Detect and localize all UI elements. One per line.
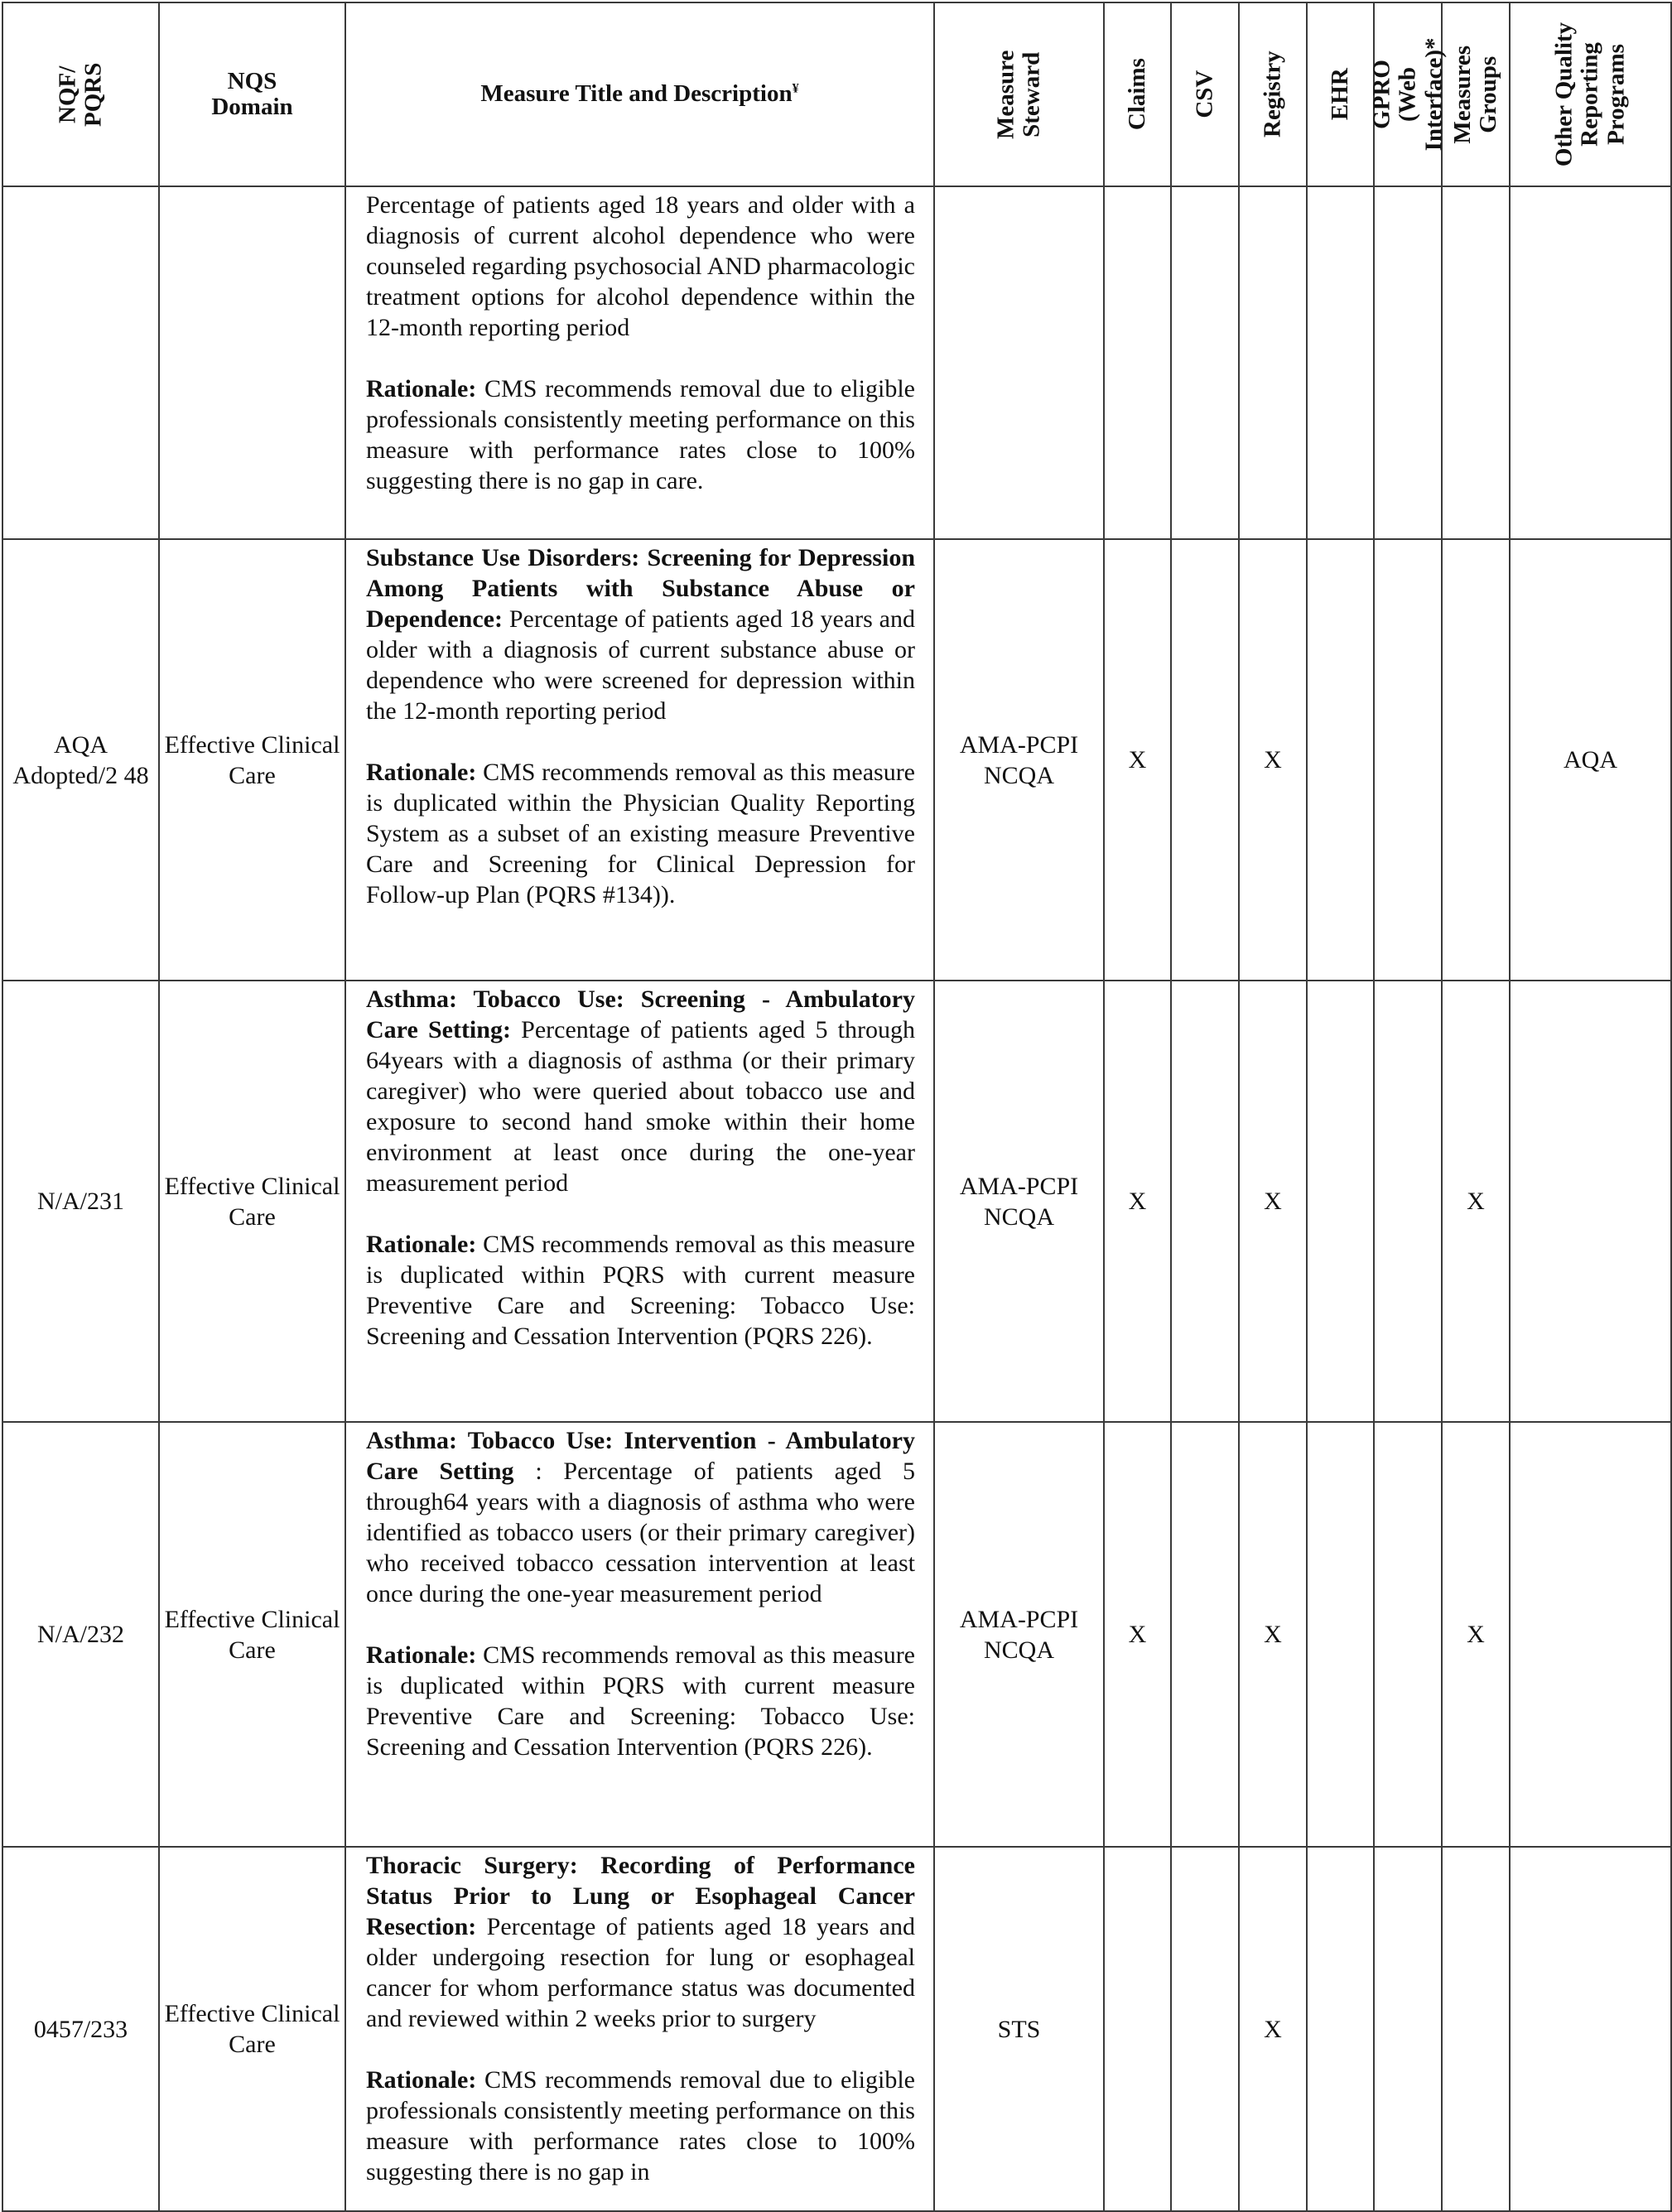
nqs-domain-cell: Effective Clinical Care: [159, 981, 345, 1422]
measure-text: Percentage of patients aged 5 through 64years with a diagnosis of asthma (or their primary caregiver) who were queried about tobacco use and exposure to second hand smoke within their home environment at least once during the one-year measurement period: [366, 1016, 916, 1197]
csv-cell: [1171, 539, 1239, 981]
measure-text: : Percentage of patients aged 5 through64 years with a diagnosis of asthma who were identified as tobacco users (or their primary caregiver) who received tobacco cessation intervention at least once during the one-year measurement period: [366, 1458, 916, 1607]
header-csv: CSV: [1171, 2, 1239, 186]
nqs-domain-cell: Effective Clinical Care: [159, 1422, 345, 1847]
nqs-domain-cell: [159, 186, 345, 539]
header-registry: Registry: [1239, 2, 1307, 186]
header-claims: Claims: [1104, 2, 1171, 186]
rationale-text: CMS recommends removal due to eligible professionals consistently meeting performance on this measure with performance rates close to 100% suggesting there is no gap in: [366, 2066, 916, 2185]
nqs-domain-cell: Effective Clinical Care: [159, 1847, 345, 2211]
ehr-cell: [1307, 1422, 1374, 1847]
csv-cell: [1171, 1847, 1239, 2211]
measure-rationale: [366, 1229, 915, 1352]
measure-title: Thoracic Surgery: Recording of Performance Status Prior to Lung or Esophageal Cancer Resection:: [366, 1852, 915, 1940]
measure-steward-cell: AMA-PCPI NCQA: [934, 539, 1104, 981]
measure-description: [366, 542, 915, 726]
measures-groups-cell: [1442, 1847, 1510, 2211]
measures-table: [2, 2, 1672, 2212]
measure-description-cell: [345, 539, 934, 981]
other-programs-cell: AQA: [1510, 539, 1671, 981]
header-gpro: GPRO (Web Interface)*: [1374, 2, 1442, 186]
claims-cell: X: [1104, 1422, 1171, 1847]
gpro-cell: [1374, 186, 1442, 539]
header-measure-title: Measure Title and Description¥: [345, 2, 934, 186]
nqf-pqrs-cell: N/A/232: [2, 1422, 159, 1847]
measures-groups-cell: X: [1442, 1422, 1510, 1847]
nqf-pqrs-cell: AQA Adopted/2 48: [2, 539, 159, 981]
rationale-label: Rationale:: [366, 1641, 477, 1669]
header-nqs-domain: NQS Domain: [159, 2, 345, 186]
ehr-cell: [1307, 1847, 1374, 2211]
table-row: [2, 1422, 1671, 1847]
measure-description: [366, 984, 915, 1198]
claims-cell: [1104, 1847, 1171, 2211]
measure-title: Asthma: Tobacco Use: Screening - Ambulatory Care Setting:: [366, 986, 915, 1043]
rationale-text: CMS recommends removal due to eligible professionals consistently meeting performance on this measure with performance rates close to 100% suggesting there is no gap in care.: [366, 375, 916, 494]
table-row: [2, 981, 1671, 1422]
claims-cell: X: [1104, 539, 1171, 981]
header-row: [2, 2, 1671, 186]
other-programs-cell: [1510, 1422, 1671, 1847]
measures-groups-cell: [1442, 539, 1510, 981]
registry-cell: X: [1239, 1422, 1307, 1847]
measure-rationale: [366, 1640, 915, 1762]
rationale-label: Rationale:: [366, 759, 477, 786]
claims-cell: [1104, 186, 1171, 539]
other-programs-cell: [1510, 981, 1671, 1422]
measures-groups-cell: X: [1442, 981, 1510, 1422]
rationale-label: Rationale:: [366, 2066, 477, 2094]
registry-cell: X: [1239, 539, 1307, 981]
measure-steward-cell: STS: [934, 1847, 1104, 2211]
measure-description: [366, 1425, 915, 1609]
measure-rationale: [366, 2065, 915, 2187]
nqs-domain-cell: Effective Clinical Care: [159, 539, 345, 981]
other-programs-cell: [1510, 186, 1671, 539]
gpro-cell: [1374, 1422, 1442, 1847]
csv-cell: [1171, 186, 1239, 539]
measure-text: Percentage of patients aged 18 years and older undergoing resection for lung or esophageal cancer for whom performance status was documented and reviewed within 2 weeks prior to surgery: [366, 1913, 915, 2032]
measure-description-cell: [345, 1422, 934, 1847]
registry-cell: [1239, 186, 1307, 539]
measure-title: Substance Use Disorders: Screening for Depression Among Patients with Substance Abuse or Dependence:: [366, 544, 915, 633]
header-other-programs: Other Quality Reporting Programs: [1510, 2, 1671, 186]
header-measure-steward: Measure Steward: [934, 2, 1104, 186]
yen-footnote-mark: ¥: [792, 81, 799, 96]
ehr-cell: [1307, 186, 1374, 539]
ehr-cell: [1307, 981, 1374, 1422]
measure-description-cell: [345, 981, 934, 1422]
table-row: [2, 539, 1671, 981]
registry-cell: X: [1239, 981, 1307, 1422]
rationale-text: CMS recommends removal as this measure is duplicated within the Physician Quality Reporting System as a subset of an existing measure Preventive Care and Screening for Clinical Depression for Follow-up Plan (PQRS #134)).: [366, 759, 915, 908]
csv-cell: [1171, 1422, 1239, 1847]
measure-description-cell: [345, 186, 934, 539]
measure-text: Percentage of patients aged 18 years and older with a diagnosis of current alcohol dependence who were counseled regarding psychosocial AND pharmacologic treatment options for alcohol dependence within the 12-month reporting period: [366, 191, 915, 341]
nqf-pqrs-cell: 0457/233: [2, 1847, 159, 2211]
claims-cell: X: [1104, 981, 1171, 1422]
header-ehr: EHR: [1307, 2, 1374, 186]
other-programs-cell: [1510, 1847, 1671, 2211]
csv-cell: [1171, 981, 1239, 1422]
rationale-label: Rationale:: [366, 375, 477, 402]
gpro-cell: [1374, 1847, 1442, 2211]
measure-rationale: [366, 757, 915, 910]
table-row: [2, 186, 1671, 539]
measure-rationale: [366, 373, 915, 496]
ehr-cell: [1307, 539, 1374, 981]
measure-description: [366, 1850, 915, 2034]
measure-title: Asthma: Tobacco Use: Intervention - Ambulatory Care Setting: [366, 1427, 915, 1485]
measure-description: [366, 190, 915, 343]
registry-cell: X: [1239, 1847, 1307, 2211]
measure-steward-cell: AMA-PCPI NCQA: [934, 1422, 1104, 1847]
rationale-text: CMS recommends removal as this measure is duplicated within PQRS with current measure Preventive Care and Screening: Tobacco Use: Screening and Cessation Intervention (PQRS 226).: [366, 1641, 915, 1761]
measures-groups-cell: [1442, 186, 1510, 539]
header-nqf-pqrs: NQF/ PQRS: [2, 2, 159, 186]
header-measures-groups: Measures Groups: [1442, 2, 1510, 186]
measure-description-cell: [345, 1847, 934, 2211]
table-row: [2, 1847, 1671, 2211]
nqf-pqrs-cell: N/A/231: [2, 981, 159, 1422]
rationale-label: Rationale:: [366, 1231, 477, 1258]
gpro-cell: [1374, 981, 1442, 1422]
rationale-text: CMS recommends removal as this measure is duplicated within PQRS with current measure Preventive Care and Screening: Tobacco Use: Screening and Cessation Intervention (PQRS 226).: [366, 1231, 915, 1350]
gpro-cell: [1374, 539, 1442, 981]
measure-text: Percentage of patients aged 18 years and older with a diagnosis of current substance abuse or dependence who were screened for depression within the 12-month reporting period: [366, 605, 915, 725]
measure-steward-cell: AMA-PCPI NCQA: [934, 981, 1104, 1422]
measure-steward-cell: [934, 186, 1104, 539]
nqf-pqrs-cell: [2, 186, 159, 539]
